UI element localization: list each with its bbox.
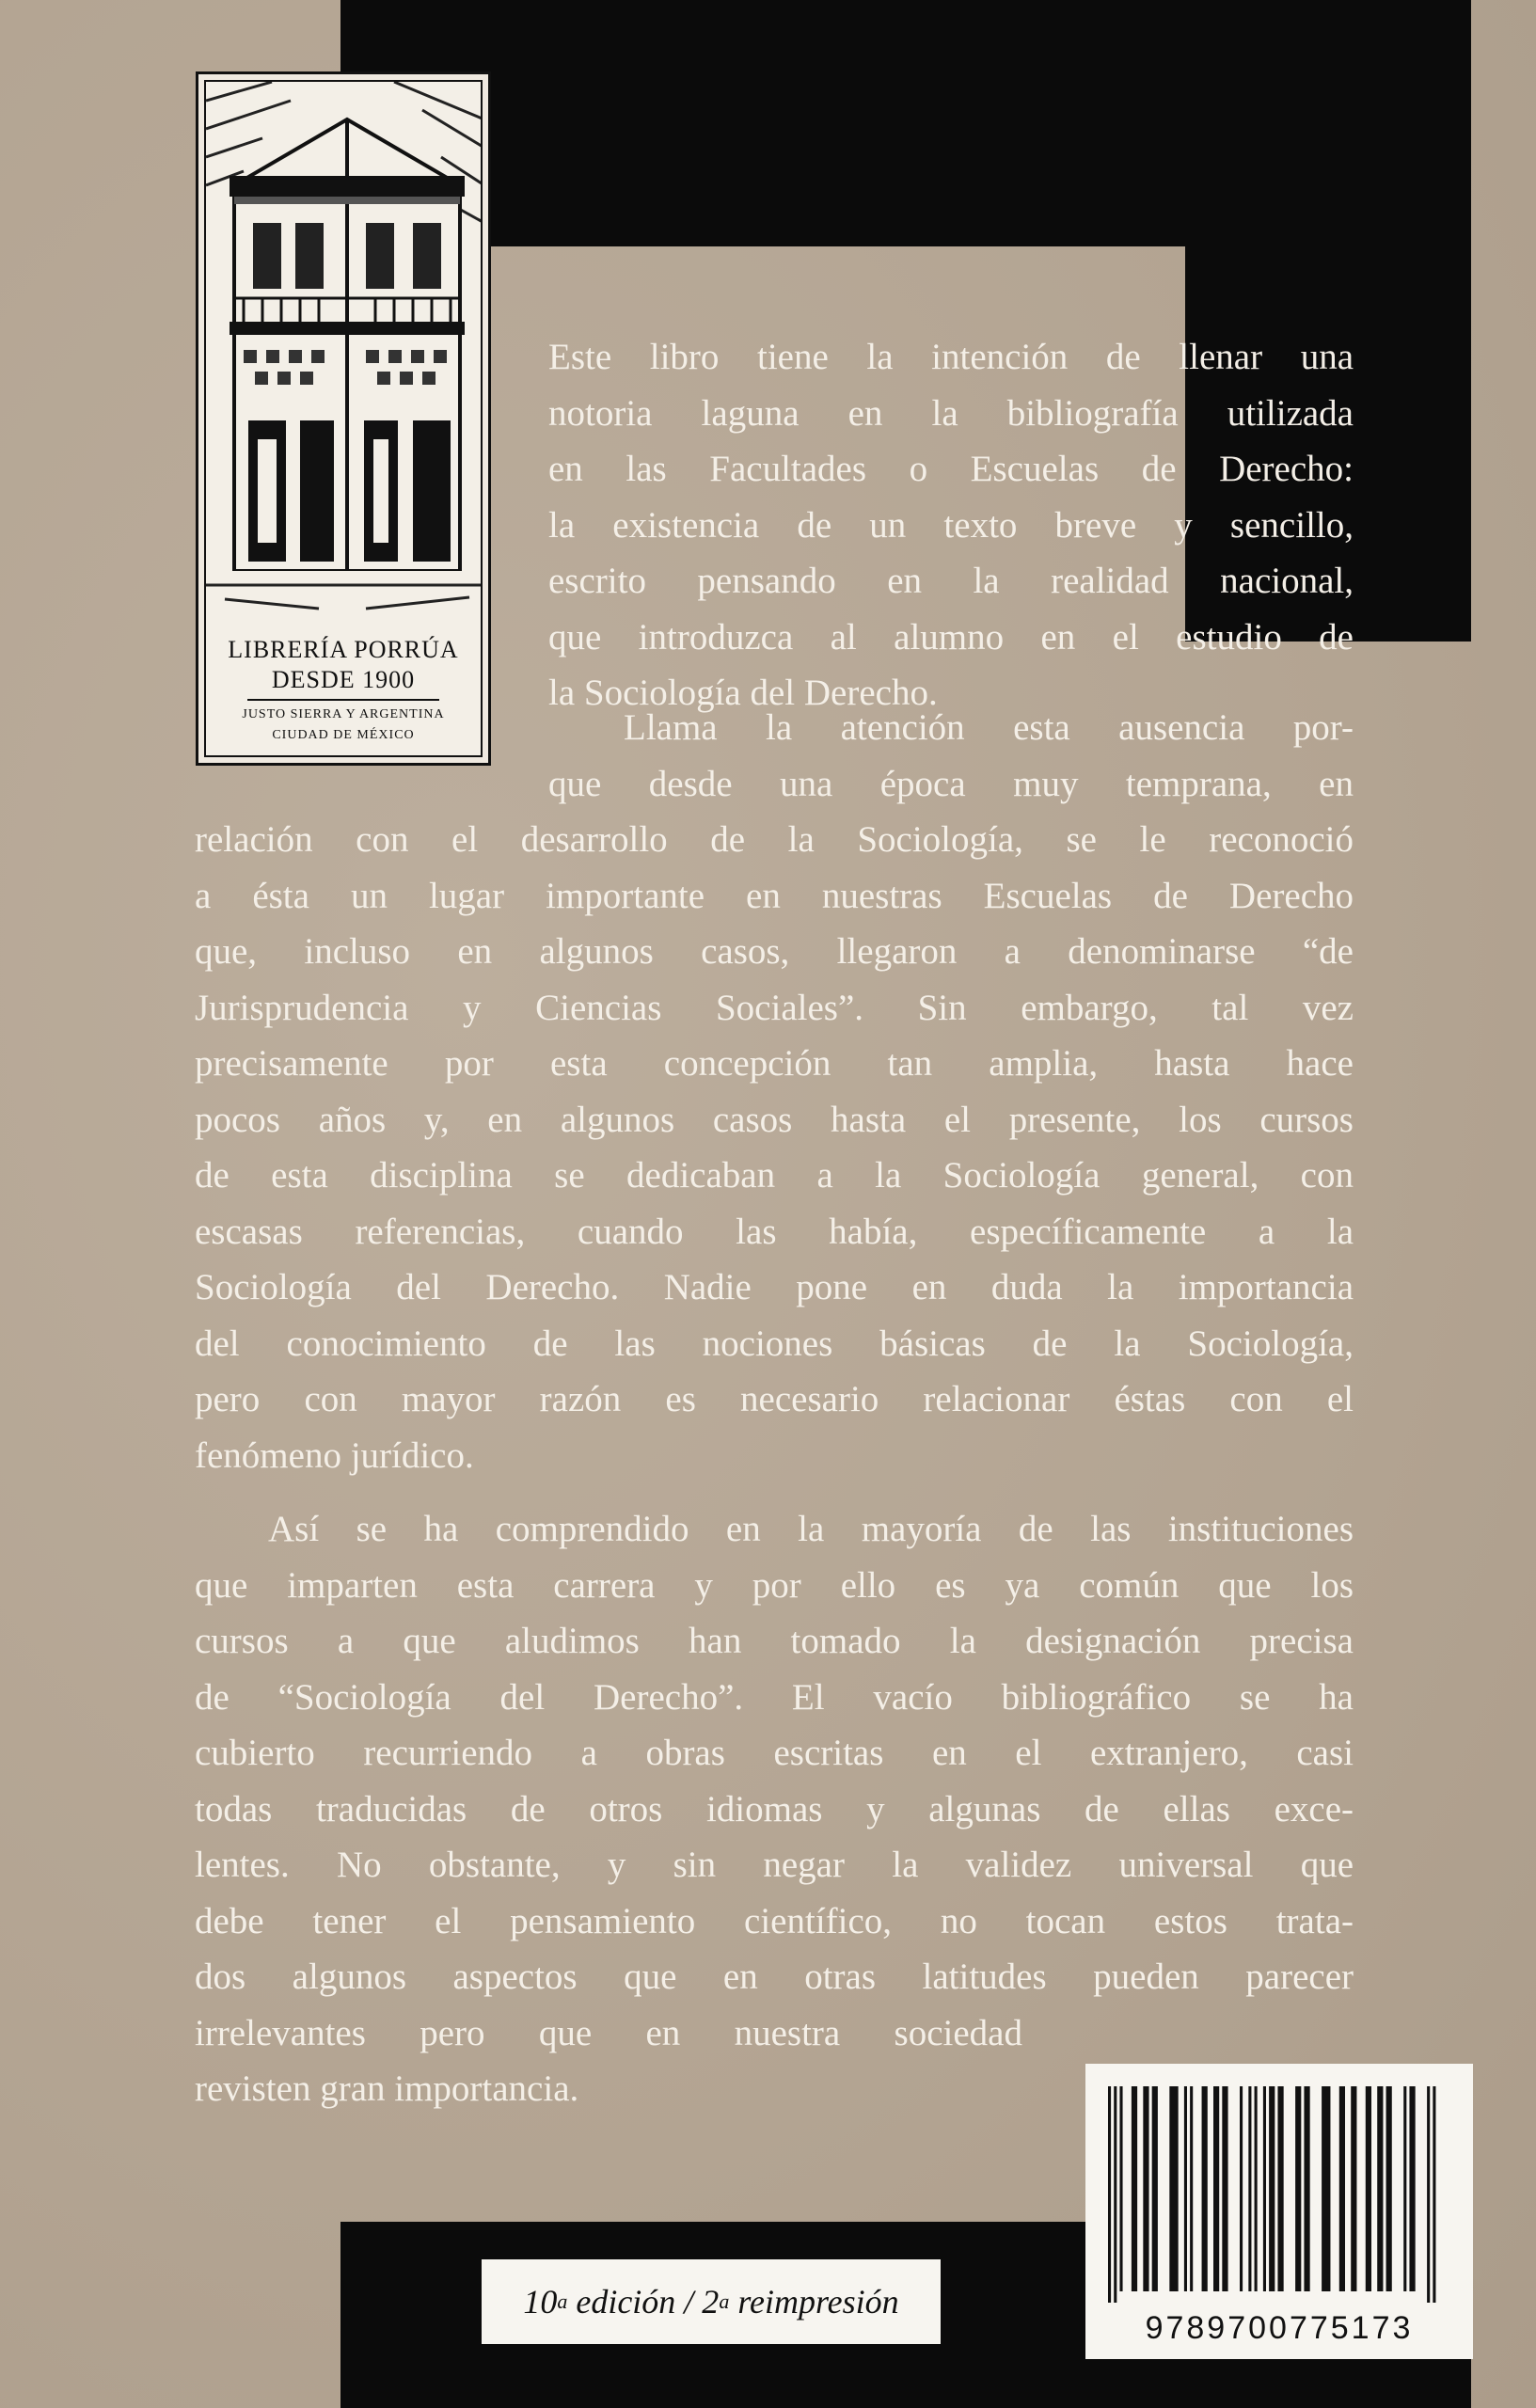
text-line: Sociología del Derecho. Nadie pone en duda la importancia: [195, 1267, 1354, 1307]
text-line: la existencia de un texto breve y sencillo,: [548, 504, 1354, 546]
text-line: del conocimiento de las nociones básicas de la Sociología,: [195, 1323, 1354, 1364]
edition-label: [482, 2259, 941, 2344]
barcode-bar: [1213, 2086, 1219, 2291]
text-line: revisten gran importancia.: [195, 2068, 579, 2109]
barcode-bar: [1263, 2086, 1266, 2291]
barcode-bar: [1119, 2086, 1122, 2291]
text-line: la Sociología del Derecho.: [548, 673, 938, 713]
barcode-bar: [1322, 2086, 1330, 2291]
edition-ordinal: a: [557, 2289, 568, 2313]
text-line: escrito pensando en la realidad nacional,: [548, 561, 1354, 601]
publisher-seal: [196, 71, 491, 766]
barcode-bar: [1132, 2086, 1137, 2291]
barcode-bar: [1222, 2086, 1227, 2291]
text-line: lentes. No obstante, y sin negar la validez universal que: [195, 1845, 1354, 1885]
text-line: notoria laguna en la bibliografía utilizada: [548, 392, 1354, 434]
text-line: Llama la atención esta ausencia por-: [624, 707, 1354, 748]
reprint-ordinal: a: [719, 2289, 730, 2313]
text-line: que imparten esta carrera y por ello es ya común que los: [195, 1564, 1354, 1606]
barcode-bar: [1433, 2086, 1435, 2303]
barcode: [1085, 2064, 1473, 2359]
reprint-text: reimpresión: [737, 2283, 899, 2321]
text-line: fenómeno jurídico.: [195, 1434, 474, 1476]
barcode-bar: [1269, 2086, 1275, 2291]
text-line: Así se ha comprendido en la mayoría de las instituciones: [268, 1509, 1354, 1549]
text-line: todas traducidas de otros idiomas y algunas de ellas exce-: [195, 1788, 1354, 1830]
text-line: que introduzca al alumno en el estudio de: [548, 616, 1354, 657]
text-line: pero con mayor razón es necesario relacionar éstas con el: [195, 1379, 1354, 1419]
text-line: precisamente por esta concepción tan amplia, hasta hace: [195, 1043, 1354, 1084]
barcode-bar: [1427, 2086, 1430, 2303]
barcode-bar: [1202, 2086, 1208, 2291]
barcode-bar: [1169, 2086, 1178, 2291]
seal-name: LIBRERÍA PORRÚA: [228, 636, 459, 663]
barcode-bar: [1240, 2086, 1243, 2291]
top-black-block: [340, 0, 1471, 246]
barcode-bar: [1295, 2086, 1301, 2291]
text-line: escasas referencias, cuando las había, específicamente a la: [195, 1211, 1354, 1252]
barcode-bar: [1255, 2086, 1258, 2291]
edition-number: 10: [523, 2283, 558, 2321]
barcode-bar: [1277, 2086, 1283, 2291]
text-line: a ésta un lugar importante en nuestras Escuelas de Derecho: [195, 875, 1354, 916]
seal-address: JUSTO SIERRA Y ARGENTINA: [242, 707, 445, 721]
barcode-bar: [1184, 2086, 1187, 2291]
barcode-bar: [1114, 2086, 1116, 2303]
barcode-bar: [1403, 2086, 1406, 2291]
text-line: en las Facultades o Escuelas de Derecho:: [548, 449, 1354, 489]
text-line: que, incluso en algunos casos, llegaron a denominarse “de: [195, 931, 1354, 972]
barcode-bar: [1248, 2086, 1251, 2291]
isbn-number: 9789700775173: [1145, 2310, 1414, 2346]
barcode-bar: [1339, 2086, 1345, 2291]
text-line: pocos años y, en algunos casos hasta el presente, los cursos: [195, 1099, 1354, 1140]
text-line: que desde una época muy temprana, en: [548, 763, 1354, 804]
barcode-bar: [1108, 2086, 1111, 2303]
text-line: dos algunos aspectos que en otras latitudes pueden parecer: [195, 1956, 1354, 1997]
text-line: Este libro tiene la intención de llenar una: [548, 337, 1354, 377]
barcode-bar: [1366, 2086, 1371, 2291]
text-line: Jurisprudencia y Ciencias Sociales”. Sin embargo, tal vez: [195, 987, 1354, 1028]
barcode-bar: [1351, 2086, 1356, 2291]
text-line: cursos a que aludimos han tomado la designación precisa: [195, 1621, 1354, 1661]
barcode-bar: [1304, 2086, 1309, 2291]
text-line: debe tener el pensamiento científico, no tocan estos trata-: [195, 1900, 1354, 1941]
barcode-bar: [1190, 2086, 1193, 2291]
seal-since: DESDE 1900: [271, 666, 416, 693]
text-line: de esta disciplina se dedicaban a la Sociología general, con: [195, 1155, 1354, 1196]
paragraph-2: [195, 700, 1354, 1483]
edition-text: edición / 2: [576, 2283, 720, 2321]
barcode-bar: [1377, 2086, 1383, 2291]
seal-city: CIUDAD DE MÉXICO: [272, 728, 415, 742]
barcode-bar: [1386, 2086, 1392, 2291]
barcode-bar: [1152, 2086, 1158, 2291]
text-line: cubierto recurriendo a obras escritas en el extranjero, casi: [195, 1733, 1354, 1773]
text-line: irrelevantes pero que en nuestra sociedad: [195, 2012, 1022, 2053]
barcode-bar: [1409, 2086, 1415, 2291]
text-line: relación con el desarrollo de la Sociología, se le reconoció: [195, 819, 1354, 860]
barcode-bar: [1143, 2086, 1148, 2291]
text-line: de “Sociología del Derecho”. El vacío bibliográfico se ha: [195, 1676, 1354, 1718]
building-illustration: [206, 82, 483, 618]
paragraph-3: [195, 1501, 1354, 2117]
paragraph-1: [548, 329, 1354, 721]
barcode-bars: [1108, 2086, 1450, 2303]
